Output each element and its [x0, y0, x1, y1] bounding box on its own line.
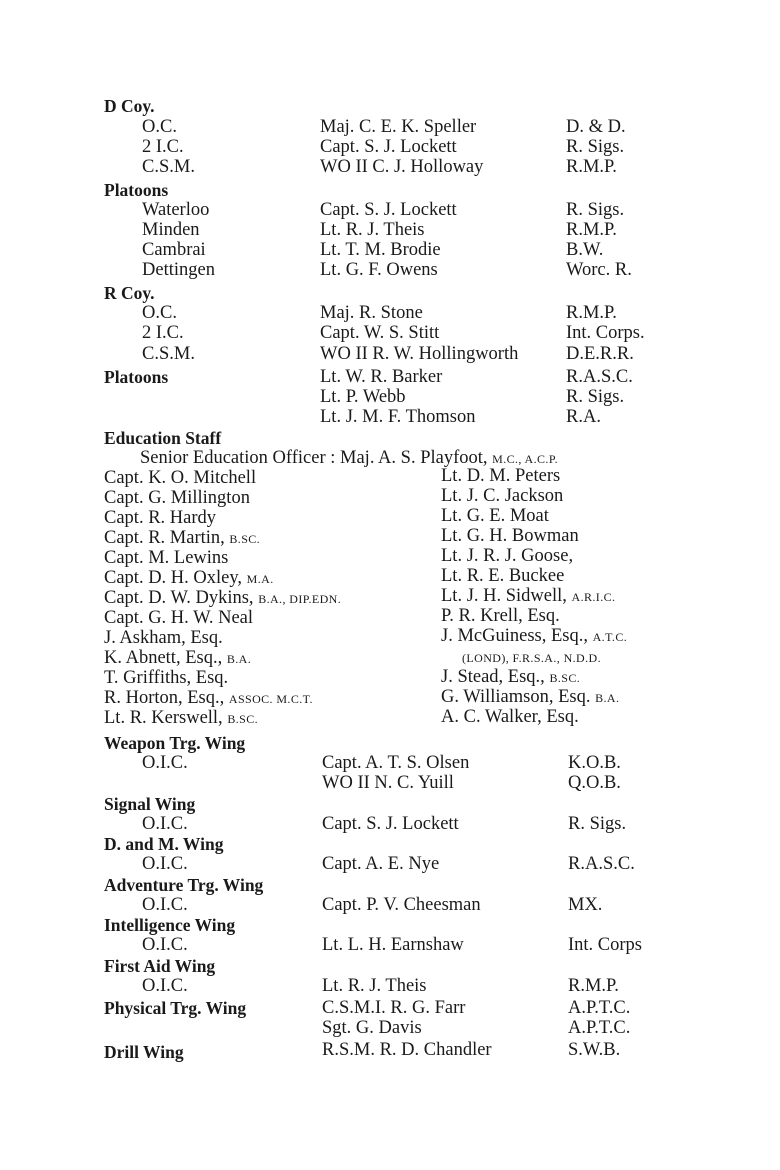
wing-unit: R. Sigs. — [568, 814, 627, 834]
r-platoon-name: Lt. P. Webb — [320, 387, 406, 407]
education-staff-right: Lt. G. H. Bowman — [441, 526, 579, 546]
d-coy-csm-unit: R.M.P. — [566, 157, 617, 177]
d-coy-csm-role: C.S.M. — [142, 157, 195, 177]
wing-name: Capt. A. T. S. Olsen — [322, 753, 470, 773]
education-staff-right: J. Stead, Esq., B.SC. — [441, 667, 581, 687]
wing-name: Capt. P. V. Cheesman — [322, 895, 481, 915]
wing-unit: MX. — [568, 895, 603, 915]
wing-heading: Weapon Trg. Wing — [104, 733, 246, 753]
d-coy-csm-name: WO II C. J. Holloway — [320, 157, 484, 177]
r-coy-csm-role: C.S.M. — [142, 344, 195, 364]
wing-name: Sgt. G. Davis — [322, 1018, 422, 1038]
wing-heading: Drill Wing — [104, 1042, 184, 1062]
d-coy-platoons-heading: Platoons — [104, 180, 169, 200]
r-coy-2ic-unit: Int. Corps. — [566, 323, 645, 343]
wing-heading: D. and M. Wing — [104, 834, 224, 854]
education-staff-right: G. Williamson, Esq. B.A. — [441, 687, 620, 707]
r-platoon-name: Lt. J. M. F. Thomson — [320, 407, 476, 427]
r-coy-2ic-name: Capt. W. S. Stitt — [320, 323, 440, 343]
r-coy-oc-role: O.C. — [142, 303, 177, 323]
r-platoon-unit: R.A. — [566, 407, 601, 427]
d-platoon-name: Capt. S. J. Lockett — [320, 200, 457, 220]
wing-role: O.I.C. — [142, 976, 188, 996]
wing-unit: R.M.P. — [568, 976, 619, 996]
r-coy-2ic-role: 2 I.C. — [142, 323, 184, 343]
d-platoon-unit: R.M.P. — [566, 220, 617, 240]
wing-unit: R.A.S.C. — [568, 854, 635, 874]
wing-heading: First Aid Wing — [104, 956, 216, 976]
wing-heading: Signal Wing — [104, 794, 196, 814]
d-coy-oc-name: Maj. C. E. K. Speller — [320, 117, 477, 137]
education-staff-left: R. Horton, Esq., ASSOC. M.C.T. — [104, 688, 313, 708]
education-staff-left: Capt. K. O. Mitchell — [104, 468, 257, 488]
education-staff-left: Capt. D. H. Oxley, M.A. — [104, 568, 274, 588]
education-staff-right: P. R. Krell, Esq. — [441, 606, 560, 626]
d-platoon-name: Lt. G. F. Owens — [320, 260, 438, 280]
wing-name: Lt. L. H. Earnshaw — [322, 935, 464, 955]
education-staff-left: T. Griffiths, Esq. — [104, 668, 229, 688]
wing-name: C.S.M.I. R. G. Farr — [322, 998, 466, 1018]
d-coy-2ic-role: 2 I.C. — [142, 137, 184, 157]
education-staff-left: Capt. R. Martin, B.SC. — [104, 528, 261, 548]
wing-unit: A.P.T.C. — [568, 998, 631, 1018]
education-staff-right: A. C. Walker, Esq. — [441, 707, 579, 727]
education-staff-right: (LOND), F.R.S.A., N.D.D. — [462, 651, 601, 665]
r-coy-oc-unit: R.M.P. — [566, 303, 617, 323]
r-coy-platoons-heading: Platoons — [104, 367, 169, 387]
education-staff-left: Capt. G. Millington — [104, 488, 250, 508]
d-platoon-role: Dettingen — [142, 260, 215, 280]
wing-heading: Adventure Trg. Wing — [104, 875, 264, 895]
wing-heading: Intelligence Wing — [104, 915, 236, 935]
d-coy-oc-unit: D. & D. — [566, 117, 626, 137]
d-coy-heading: D Coy. — [104, 96, 155, 116]
d-platoon-unit: R. Sigs. — [566, 200, 625, 220]
r-platoon-unit: R.A.S.C. — [566, 367, 633, 387]
d-coy-oc-role: O.C. — [142, 117, 177, 137]
wing-unit: S.W.B. — [568, 1040, 621, 1060]
education-heading: Education Staff — [104, 428, 222, 448]
wing-role: O.I.C. — [142, 814, 188, 834]
education-staff-right: Lt. J. R. J. Goose, — [441, 546, 574, 566]
wing-role: O.I.C. — [142, 895, 188, 915]
wing-name: Capt. S. J. Lockett — [322, 814, 459, 834]
wing-name: Capt. A. E. Nye — [322, 854, 440, 874]
wing-role: O.I.C. — [142, 753, 188, 773]
education-staff-left: Capt. R. Hardy — [104, 508, 217, 528]
wing-name: R.S.M. R. D. Chandler — [322, 1040, 492, 1060]
r-coy-oc-name: Maj. R. Stone — [320, 303, 423, 323]
wing-unit: K.O.B. — [568, 753, 621, 773]
d-platoon-name: Lt. R. J. Theis — [320, 220, 425, 240]
education-staff-left: Capt. G. H. W. Neal — [104, 608, 254, 628]
wing-unit: A.P.T.C. — [568, 1018, 631, 1038]
education-staff-right: Lt. J. C. Jackson — [441, 486, 564, 506]
d-platoon-name: Lt. T. M. Brodie — [320, 240, 441, 260]
d-platoon-role: Cambrai — [142, 240, 206, 260]
wing-unit: Q.O.B. — [568, 773, 621, 793]
wing-unit: Int. Corps — [568, 935, 642, 955]
r-coy-csm-name: WO II R. W. Hollingworth — [320, 344, 519, 364]
d-platoon-unit: B.W. — [566, 240, 604, 260]
r-coy-heading: R Coy. — [104, 283, 155, 303]
wing-name: Lt. R. J. Theis — [322, 976, 427, 996]
d-coy-2ic-name: Capt. S. J. Lockett — [320, 137, 457, 157]
education-staff-right: Lt. J. H. Sidwell, A.R.I.C. — [441, 586, 616, 606]
education-staff-left: Lt. R. Kerswell, B.SC. — [104, 708, 258, 728]
education-staff-left: Capt. M. Lewins — [104, 548, 229, 568]
wing-role: O.I.C. — [142, 854, 188, 874]
education-staff-right: Lt. D. M. Peters — [441, 466, 561, 486]
education-staff-left: J. Askham, Esq. — [104, 628, 223, 648]
r-platoon-name: Lt. W. R. Barker — [320, 367, 443, 387]
r-platoon-unit: R. Sigs. — [566, 387, 625, 407]
d-coy-2ic-unit: R. Sigs. — [566, 137, 625, 157]
senior-education-officer: Senior Education Officer : Maj. A. S. Playfoot, M.C., A.C.P. — [140, 448, 558, 468]
wing-role: O.I.C. — [142, 935, 188, 955]
education-staff-left: K. Abnett, Esq., B.A. — [104, 648, 252, 668]
wing-heading: Physical Trg. Wing — [104, 998, 247, 1018]
r-coy-csm-unit: D.E.R.R. — [566, 344, 634, 364]
d-platoon-role: Minden — [142, 220, 200, 240]
wing-name: WO II N. C. Yuill — [322, 773, 454, 793]
education-staff-right: Lt. G. E. Moat — [441, 506, 549, 526]
education-staff-left: Capt. D. W. Dykins, B.A., DIP.EDN. — [104, 588, 342, 608]
education-staff-right: J. McGuiness, Esq., A.T.C. — [441, 626, 628, 646]
d-platoon-unit: Worc. R. — [566, 260, 632, 280]
education-staff-right: Lt. R. E. Buckee — [441, 566, 565, 586]
d-platoon-role: Waterloo — [142, 200, 210, 220]
